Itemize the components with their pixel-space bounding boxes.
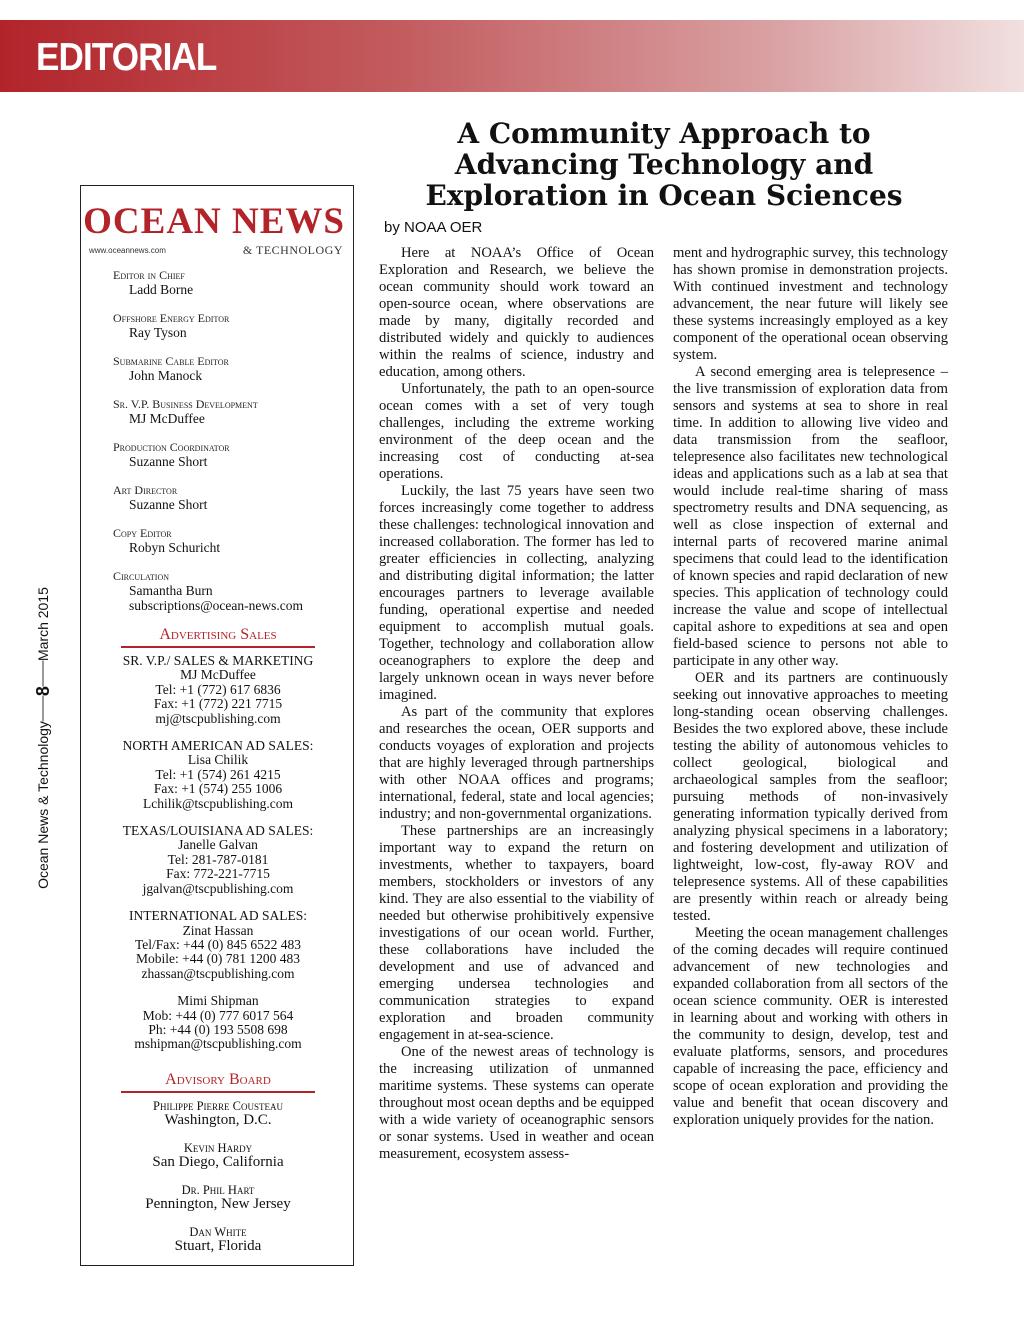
advisory-name: Kevin Hardy [183, 1141, 253, 1155]
staff-entry [113, 354, 343, 383]
byline: by NOAA OER [384, 219, 483, 236]
advisory-location: San Diego, California [152, 1154, 284, 1170]
ad-sales-line: Mimi Shipman [177, 993, 259, 1009]
ad-sales-line: jgalvan@tscpublishing.com [142, 880, 294, 896]
staff-role: Sr. V.P. Business Development [113, 397, 258, 411]
paragraph: A second emerging area is telepresence – the live transmission of exploration data from sensors and systems at sea to shore in real time. In addition to allowing live video and data transmission from the seafloor, telepresence also facilitates new technological ideas and applications such as a lab at sea that would include real-time sharing of mass spectrometry results and DNA sequencing, as well as close inspection of external and internal parts of recovered marine animal specimens that could lead to the identification of known species and rapid declaration of new species. This application of technology could increase the value and scope of intellectual capital ashore to expeditions at sea and open field-based science to persons not able to participate in any other way. [673, 364, 948, 669]
ad-sales-line: Tel: +1 (574) 261 4215 [155, 766, 281, 782]
staff-name: John Manock [129, 368, 203, 383]
advisory-location: Pennington, New Jersey [145, 1196, 291, 1212]
advertising-heading: Advertising Sales [121, 626, 315, 648]
ad-sales-line: zhassan@tscpublishing.com [141, 965, 295, 981]
paragraph: One of the newest areas of technology is the increasing utilization of unmanned maritime systems. These systems can operate throughout most ocean depths and be equipped with a wide variety of oceanographic sensors or sonar systems. Used in weather and ocean measurement, ecosystem assess- [379, 1044, 654, 1162]
ad-sales-line: Zinat Hassan [182, 922, 254, 938]
advisory-location: Stuart, Florida [174, 1238, 262, 1254]
masthead-box [80, 185, 354, 1266]
ad-sales-line: Lisa Chilik [187, 752, 249, 768]
advisory-heading: Advisory Board [121, 1071, 315, 1093]
staff-role: Circulation [113, 569, 169, 583]
staff-name: Ray Tyson [129, 325, 187, 340]
staff-name: Suzanne Short [129, 454, 208, 469]
staff-entry [113, 526, 343, 555]
paragraph: Meeting the ocean management challenges of the coming decades will require continued advancement of new technologies and expanded collaboration from all sectors of the ocean science community. OER is interested in learning about and working with others in the community to design, develop, test and evaluate platforms, sensors, and procedures capable of increasing the pace, efficiency and scope of ocean exploration and providing the value and benefit that ocean discovery and exploration uniquely provides for the nation. [673, 925, 948, 1128]
ad-sales-heading: INTERNATIONAL AD SALES: [129, 908, 307, 924]
issue-date: March 2015 [35, 587, 51, 662]
paragraph: Here at NOAA’s Office of Ocean Exploration and Research, we believe the ocean community should work toward an open-source ocean, where observations are made by many, digitally recorded and distributed widely and quickly to audiences within the realms of science, industry and education, among others. [379, 245, 654, 380]
paragraph: These partnerships are an increasingly important way to expand the return on investments, whether to taxpayers, board members, stockholders or investors of any kind. They are also essential to the viability of needed but otherwise prohibitively expensive investigations of our ocean world. Further, these collaborations have included the development and use of advanced and emerging undersea technologies and communication strategies to expand exploration and broaden community engagement in at-sea-science. [379, 823, 654, 1043]
page-number: 8 [32, 686, 53, 697]
logo-url: www.oceannews.com [89, 246, 166, 255]
paragraph: OER and its partners are continuously seeking out innovative approaches to meeting long-standing ocean observing challenges. Besides the two explored above, these include testing the ability of autonomous vehicles to collect geological, biological and archaeological samples from the seafloor; pursuing methods of non-invasively generating information typically derived from analyzing physical specimens in a laboratory; and fostering development and utilization of lightweight, low-cost, fly-away ROV and telepresence systems. All of these capabilities are presently within reach or already being tested. [673, 670, 948, 924]
title-line: Advancing Technology and [454, 148, 874, 181]
staff-role: Art Director [113, 483, 178, 497]
ad-sales-line: Tel: 281-787-0181 [167, 851, 269, 867]
staff-entry [113, 440, 343, 469]
article-column-2 [673, 245, 948, 1129]
advisory-name: Philippe Pierre Cousteau [153, 1099, 283, 1113]
ad-sales-contact [91, 654, 345, 726]
ad-sales-heading: NORTH AMERICAN AD SALES: [122, 738, 314, 754]
page-sidebar [24, 568, 62, 908]
paragraph: As part of the community that explores and researches the ocean, OER supports and conducts voyages of exploration and projects that are highly leveraged through partnerships with other NOAA offices and programs; international, federal, state and local agencies; industry; and non-governmental organizations. [379, 704, 654, 822]
title-line: Exploration in Ocean Sciences [425, 179, 903, 212]
ad-sales-contact [91, 824, 345, 896]
staff-role: Production Coordinator [113, 440, 230, 454]
ad-sales-heading: TEXAS/LOUISIANA AD SALES: [122, 823, 314, 839]
paragraph: Luckily, the last 75 years have seen two forces increasingly come together to address these challenges: technological innovation and increased collaboration. The former has led to greater efficiencies in collecting, analyzing and distributing digital information; the latter encourages partners to leverage available funding, operational expertise and needed equipment to accomplish mutual goals. Together, technology and collaboration allow oceanographers to explore the deep and largely unknown ocean in ways never before imagined. [379, 483, 654, 703]
title-line: A Community Approach to [457, 117, 871, 150]
advisory-location: Washington, D.C. [164, 1112, 272, 1128]
staff-entry [113, 397, 343, 426]
staff-entry [113, 483, 343, 512]
ad-sales-line: Tel/Fax: +44 (0) 845 6522 483 [134, 936, 302, 952]
staff-name: MJ McDuffee [129, 411, 205, 426]
advisory-name: Dan White [189, 1225, 247, 1239]
ad-sales-line: mj@tscpublishing.com [155, 710, 281, 726]
article-title [386, 118, 942, 211]
logo-main: OCEAN NEWS [83, 201, 345, 242]
ad-sales-contact [91, 739, 345, 811]
staff-role: Editor in Chief [113, 268, 185, 282]
staff-role: Submarine Cable Editor [113, 354, 229, 368]
staff-name: Samantha Burn [129, 583, 213, 598]
ad-sales-line: Mob: +44 (0) 777 6017 564 [142, 1007, 294, 1023]
staff-name: Ladd Borne [129, 282, 194, 297]
ad-sales-line: MJ McDuffee [180, 667, 256, 683]
sidebar-publication: Ocean News & Technology [35, 721, 51, 889]
ad-sales-contact [91, 909, 345, 981]
publication-logo [83, 200, 349, 257]
ad-sales-line: Fax: +1 (574) 255 1006 [153, 781, 283, 797]
ad-sales-line: Tel: +1 (772) 617 6836 [155, 681, 281, 697]
staff-role: Copy Editor [113, 526, 172, 540]
staff-entry [113, 268, 343, 297]
ad-sales-heading: SR. V.P./ SALES & MARKETING [122, 653, 314, 668]
paragraph: ment and hydrographic survey, this technology has shown promise in demonstration projects. With continued investment and technology advancement, the near future will likely see these systems increasingly employed as a key component of the operational ocean observing system. [673, 245, 948, 363]
advisory-section [91, 1069, 345, 1267]
ad-sales-line: Fax: 772-221-7715 [166, 866, 270, 882]
advisory-member [91, 1225, 345, 1254]
advisory-name: Dr. Phil Hart [181, 1183, 255, 1197]
staff-role: Offshore Energy Editor [113, 311, 230, 325]
staff-name: Suzanne Short [129, 497, 208, 512]
paragraph: Unfortunately, the path to an open-source ocean comes with a set of very tough challenges, including the extreme working environment of the deep ocean and the increasing cost of conducting at-sea operations. [379, 381, 654, 482]
staff-name: subscriptions@ocean-news.com [129, 598, 304, 613]
advisory-member [91, 1183, 345, 1212]
ad-sales-line: Mobile: +44 (0) 781 1200 483 [136, 951, 300, 967]
ad-sales-line: Ph: +44 (0) 193 5508 698 [148, 1021, 288, 1037]
ad-sales-line: mshipman@tscpublishing.com [134, 1036, 302, 1052]
logo-sub: & TECHNOLOGY [242, 243, 343, 257]
ad-sales-line: Lchilik@tscpublishing.com [142, 795, 294, 811]
advisory-member [91, 1099, 345, 1128]
section-label: EDITORIAL [36, 36, 217, 79]
staff-entry [113, 311, 343, 340]
ad-sales-contact [91, 994, 345, 1052]
staff-name: Robyn Schuricht [129, 540, 221, 555]
advertising-section [91, 624, 345, 1065]
staff-list [113, 268, 343, 627]
advisory-member [91, 1141, 345, 1170]
section-banner [0, 20, 1024, 92]
staff-entry [113, 569, 343, 613]
article-column-1 [379, 245, 654, 1163]
ad-sales-line: Janelle Galvan [178, 837, 258, 853]
ad-sales-line: Fax: +1 (772) 221 7715 [153, 696, 283, 712]
